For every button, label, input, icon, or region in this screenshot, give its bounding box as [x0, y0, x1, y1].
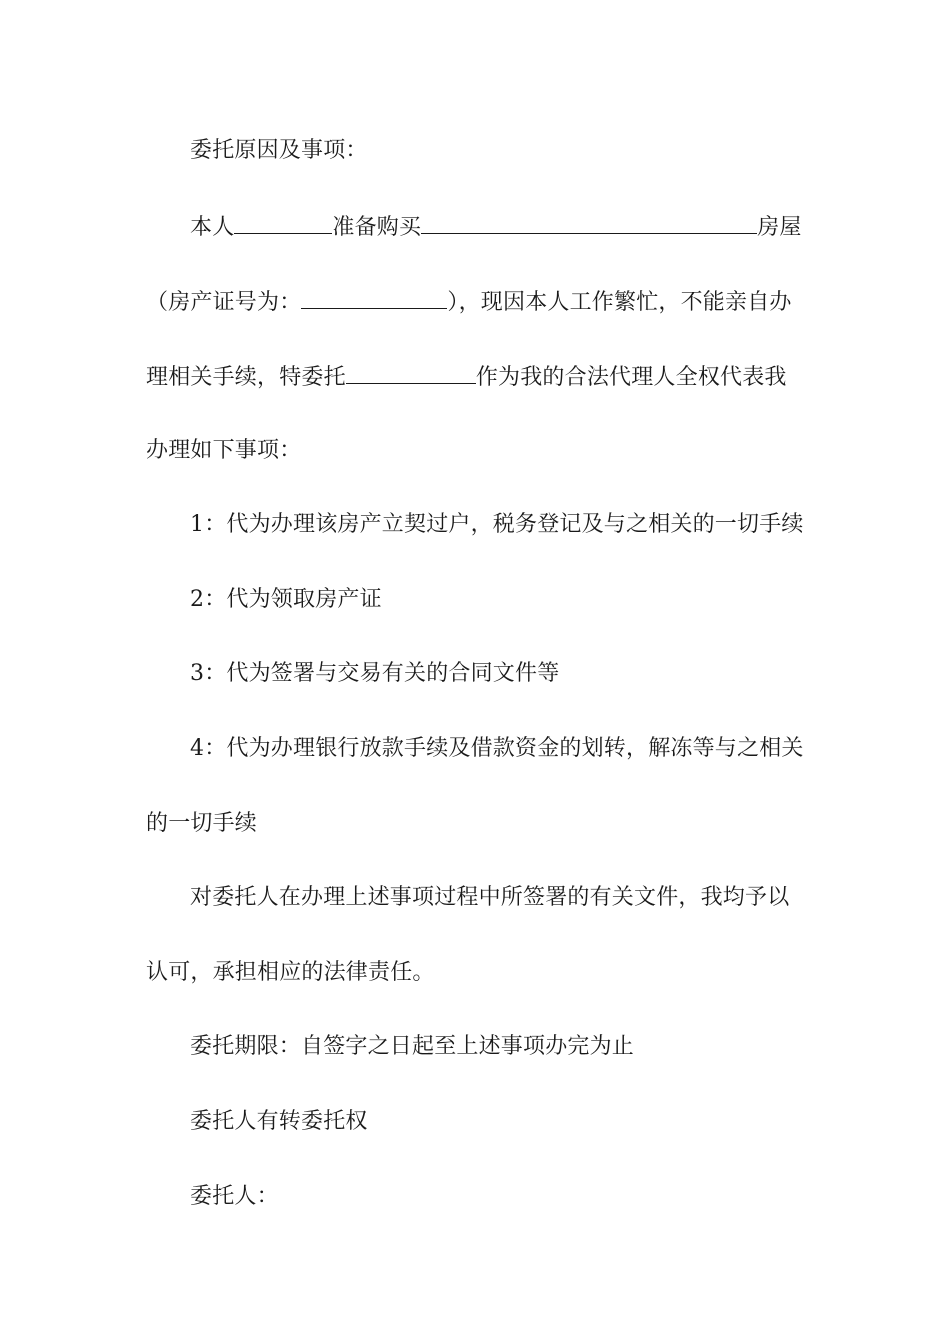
list-item-3: 3：代为签署与交易有关的合同文件等: [190, 661, 560, 686]
paragraph-agent-line: [146, 361, 808, 393]
list-item-2: 2：代为领取房产证: [190, 587, 382, 612]
principal-signature-label: 委托人：: [190, 1184, 279, 1209]
agent-prefix: 理相关手续，特委托: [146, 365, 346, 390]
property-address-blank[interactable]: [421, 211, 757, 234]
transfer-right: 委托人有转委托权: [190, 1109, 368, 1134]
reason-heading: 委托原因及事项：: [190, 138, 368, 163]
recognition-line1: 对委托人在办理上述事项过程中所签署的有关文件，我均予以: [190, 885, 790, 910]
purchase-prefix: 本人: [190, 215, 235, 240]
recognition-line2: 认可，承担相应的法律责任。: [146, 960, 435, 985]
paragraph-matters-line: 办理如下事项：: [146, 438, 302, 463]
purchase-mid: 准备购买: [332, 215, 422, 240]
list-item-1: 1：代为办理该房产立契过户，税务登记及与之相关的一切手续: [190, 512, 804, 537]
entrust-period: 委托期限：自签字之日起至上述事项办完为止: [190, 1034, 635, 1059]
principal-name-blank[interactable]: [234, 211, 332, 234]
purchase-suffix: 房屋: [757, 215, 802, 240]
list-item-4-line2: 的一切手续: [146, 811, 258, 836]
certificate-number-blank[interactable]: [301, 286, 447, 309]
list-item-4-line1: 4：代为办理银行放款手续及借款资金的划转，解冻等与之相关: [190, 736, 804, 761]
certificate-prefix: （房产证号为：: [146, 290, 302, 315]
certificate-suffix: ），现因本人工作繁忙，不能亲自办: [447, 290, 792, 315]
paragraph-certificate-line: [146, 286, 808, 318]
agent-name-blank[interactable]: [346, 361, 476, 384]
paragraph-purchase-line: [190, 211, 808, 243]
agent-suffix: 作为我的合法代理人全权代表我: [475, 365, 787, 390]
